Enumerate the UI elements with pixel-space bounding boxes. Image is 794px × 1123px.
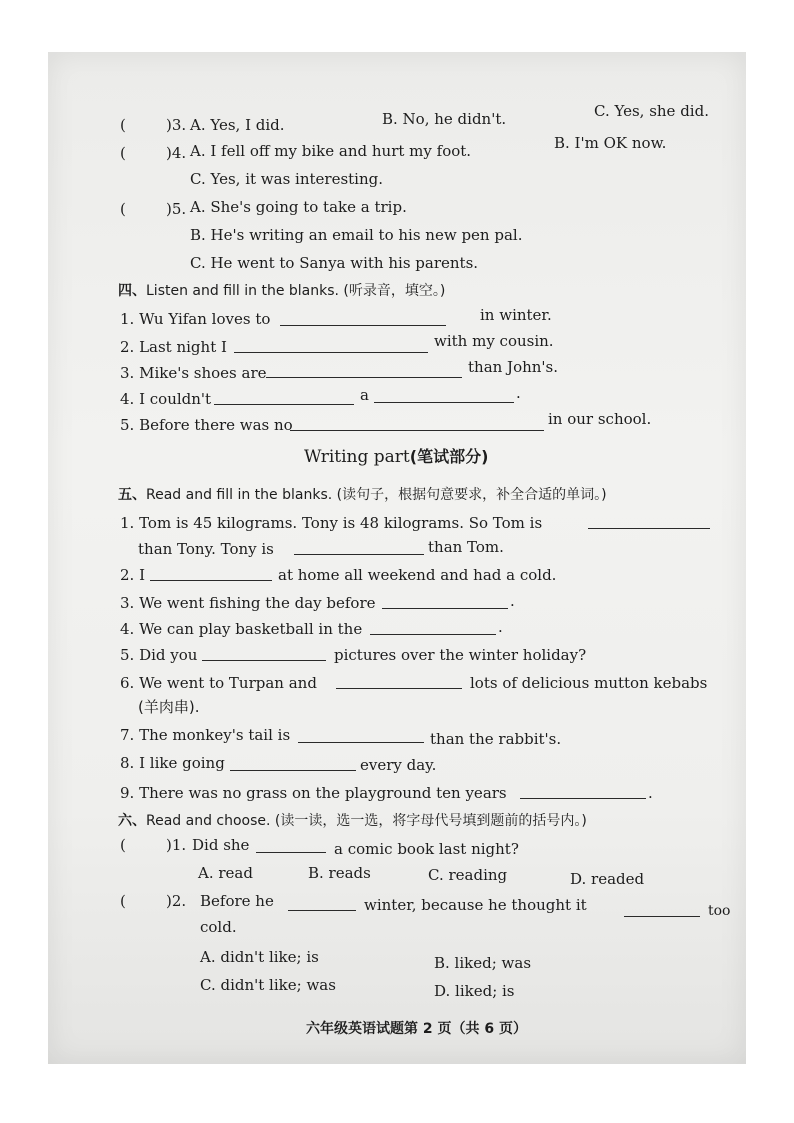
p5-item2-blank[interactable] [150,566,272,581]
p5-item4-before: 4. We can play basketball in the [120,620,363,638]
p4-item3-after: than John's. [468,358,559,376]
part5-number: 五、 [118,487,146,503]
p6-q2-blank-1[interactable] [288,896,356,911]
p4-item3-blank[interactable] [266,363,462,378]
part6-header [118,812,587,830]
p6-q2-number: )2. [166,892,187,910]
p5-item2-after: at home all weekend and had a cold. [278,566,557,584]
p4-item4-middle: a [360,386,369,404]
exam-page [48,52,746,1064]
p4-item4-blank-2[interactable] [374,388,514,403]
p4-item3-before: 3. Mike's shoes are [120,364,267,382]
p6-q2-stem-line2: cold. [200,918,237,936]
p6-q2-bracket: ( [120,892,126,910]
p6-q2-option-c: C. didn't like; was [200,976,336,994]
p5-item7-before: 7. The monkey's tail is [120,726,291,744]
p4-item2-before: 2. Last night I [120,338,227,356]
part6-number: 六、 [118,813,146,829]
p6-q1-number: )1. [166,836,187,854]
p6-q1-option-a: A. read [198,864,253,882]
q4-option-b: B. I'm OK now. [554,134,667,152]
p5-item3-before: 3. We went fishing the day before [120,594,376,612]
p4-item1-after: in winter. [480,306,552,324]
p5-item6-after: lots of delicious mutton kebabs [470,674,708,692]
p4-item2-blank[interactable] [234,338,428,353]
p4-item4-after: . [516,384,521,402]
q5-option-a: A. She's going to take a trip. [190,198,407,216]
p5-item8-before: 8. I like going [120,754,225,772]
p5-item8-after: every day. [360,756,437,774]
p5-item9-after: . [648,784,653,802]
p6-q2-option-b: B. liked; was [434,954,532,972]
q4-bracket: ( [120,144,126,162]
p6-q2-stem-c: too [708,903,731,919]
q3-number: )3. [166,116,187,134]
p6-q2-option-a: A. didn't like; is [200,948,319,966]
p5-item4-after: . [498,618,503,636]
p4-item4-before: 4. I couldn't [120,390,212,408]
p4-item4-blank-1[interactable] [214,390,354,405]
p6-q1-stem-a: Did she [192,836,250,854]
p6-q2-stem-a: Before he [200,892,274,910]
q4-option-a: A. I fell off my bike and hurt my foot. [190,142,472,160]
p6-q2-option-d: D. liked; is [434,982,515,1000]
p5-item7-after: than the rabbit's. [430,730,562,748]
q4-number: )4. [166,144,187,162]
p6-q2-stem-b: winter, because he thought it [364,896,587,914]
writing-part-title [304,444,488,467]
part5-header [118,486,607,504]
p5-item2-before: 2. I [120,566,146,584]
part4-header [118,282,445,300]
q5-number: )5. [166,200,187,218]
p5-item4-blank[interactable] [370,620,496,635]
p5-item9-blank[interactable] [520,784,646,799]
p5-item9-before: 9. There was no grass on the playground ten years [120,784,507,802]
p5-item8-blank[interactable] [230,756,356,771]
p5-item1-line2b: than Tom. [428,538,504,556]
p5-item1-line2a: than Tony. Tony is [138,540,274,558]
q5-option-c: C. He went to Sanya with his parents. [190,254,479,272]
p5-item1-blank-2[interactable] [294,540,424,555]
writing-title-cn: (笔试部分) [409,447,489,466]
p4-item1-before: 1. Wu Yifan loves to [120,310,271,328]
q3-option-b: B. No, he didn't. [382,110,507,128]
p4-item2-after: with my cousin. [434,332,554,350]
q3-bracket: ( [120,116,126,134]
part4-number: 四、 [118,283,146,299]
q5-bracket: ( [120,200,126,218]
writing-title-en: Writing part [304,447,410,467]
p6-q1-option-b: B. reads [308,864,371,882]
p5-item5-blank[interactable] [202,646,326,661]
p5-item6-line2: (羊肉串). [138,698,200,716]
p5-item6-blank[interactable] [336,674,462,689]
p5-item1-blank-1[interactable] [588,514,710,529]
p4-item1-blank[interactable] [280,311,446,326]
p6-q1-blank[interactable] [256,838,326,853]
p5-item1-line1: 1. Tom is 45 kilograms. Tony is 48 kilograms. So Tom is [120,514,543,532]
part6-instructions: Read and choose. (读一读，选一选，将字母代号填到题前的括号内。) [146,813,587,829]
q3-option-a: A. Yes, I did. [190,116,285,134]
p4-item5-blank[interactable] [290,416,544,431]
q5-option-b: B. He's writing an email to his new pen pal. [190,226,523,244]
q3-option-c: C. Yes, she did. [594,102,709,120]
p5-item5-before: 5. Did you [120,646,198,664]
p5-item5-after: pictures over the winter holiday? [334,646,587,664]
p6-q1-stem-b: a comic book last night? [334,840,519,858]
p5-item3-after: . [510,592,515,610]
p6-q1-option-c: C. reading [428,866,508,884]
page-footer: 六年级英语试题第 2 页（共 6 页） [306,1021,527,1037]
part4-instructions: Listen and fill in the blanks. (听录音，填空。) [146,283,446,299]
q4-option-c: C. Yes, it was interesting. [190,170,383,188]
p4-item5-after: in our school. [548,410,652,428]
p4-item5-before: 5. Before there was no [120,416,293,434]
p6-q1-bracket: ( [120,836,126,854]
p5-item6-before: 6. We went to Turpan and [120,674,317,692]
p5-item3-blank[interactable] [382,594,508,609]
part5-instructions: Read and fill in the blanks. (读句子，根据句意要求，补全合适的单词。) [146,487,607,503]
p5-item7-blank[interactable] [298,728,424,743]
p6-q2-blank-2[interactable] [624,902,700,917]
p6-q1-option-d: D. readed [570,870,645,888]
